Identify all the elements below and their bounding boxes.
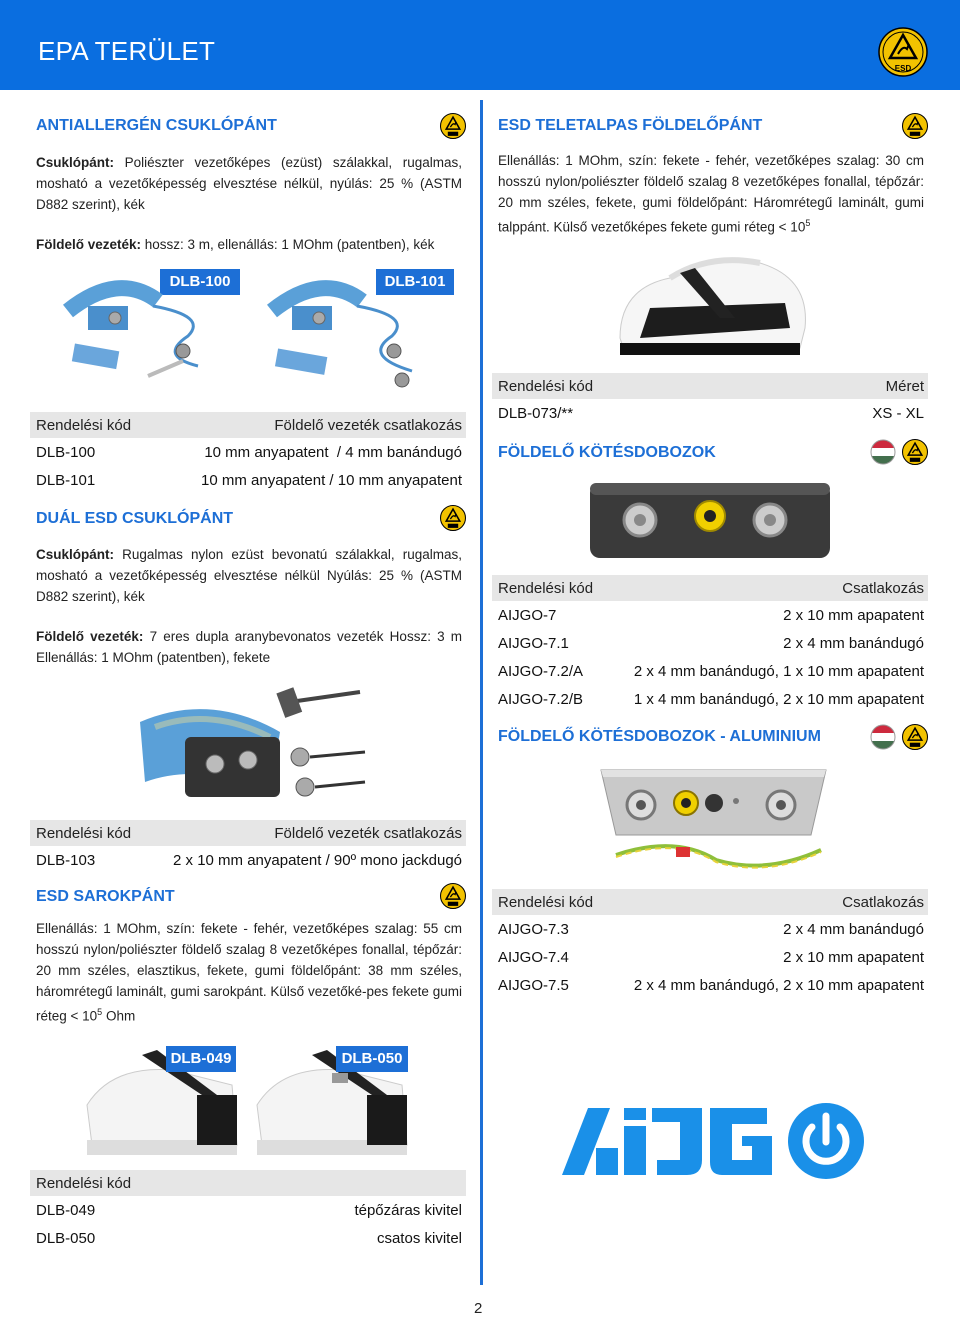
order-table [492,373,928,427]
column-header: Rendelési kód [498,378,594,395]
description: Csuklópánt: Poliészter vezetőképes (ezüst) szálakkal, rugalmas, mosható a vezetőképesség elvesztése nélkül, nyúlás: 25 % (ASTM D882 szerint), kék [36,155,462,212]
product-tag: DLB-049 [166,1046,236,1072]
section-title: ESD SAROKPÁNT [36,888,175,905]
grounding-box-image [585,478,835,563]
svg-text:ESD: ESD [894,64,912,73]
sole-grounder-image [610,248,815,363]
column-header: Rendelési kód [36,417,132,434]
table-header [30,412,466,438]
esd-warning-icon [902,724,928,750]
column-header: Földelő vezeték csatlakozás [274,825,462,842]
aluminium-grounding-box-image [596,765,831,877]
wrist-strap-image [262,276,442,401]
section-title: DUÁL ESD CSUKLÓPÁNT [36,510,234,527]
product-tag: DLB-101 [376,269,454,295]
esd-warning-icon [878,27,928,77]
table-row: AIJGO-7.1 2 x 4 mm banándugó [498,635,924,652]
table-row: AIJGO-7.5 2 x 4 mm banándugó, 2 x 10 mm apapatent [498,977,924,994]
column-header: Méret [885,378,924,395]
table-row: DLB-049 tépőzáras kivitel [36,1202,462,1219]
esd-warning-icon [440,883,466,909]
order-table [30,412,466,494]
description: Csuklópánt: Rugalmas nylon ezüst bevonatú szálakkal, rugalmas, mosható a vezetőképesség elvesztése nélkül Nyúlás: 25 % (ASTM D882 szerint), kék [36,547,462,604]
table-header [492,575,928,601]
wrist-strap-image [58,276,228,401]
section-title: ESD TELETALPAS FÖLDELŐPÁNT [498,117,763,134]
table-row: AIJGO-7.2/A 2 x 4 mm banándugó, 1 x 10 mm apapatent [498,663,924,680]
description: Ellenállás: 1 MOhm, szín: fekete - fehér, vezetőképes szalag: 55 cm hosszú nylon/poliészter földelő szalag 8 vezetőképes fonallal, tépőzár: 20 mm széles, elasztikus, fekete, gumi földelőpánt: 38 mm széles, háromrétegű laminált, gumi sarokpánt. Külső vezetőké-pes fekete gumi réteg < $10^5$ Ohm [36,921,462,1024]
esd-warning-icon [902,439,928,465]
description: Földelő vezeték: 7 eres dupla aranybevonatos vezeték Hossz: 3 m Ellenállás: 1 MOhm (patentben), fekete [36,629,462,665]
table-row: DLB-050 csatos kivitel [36,1230,462,1247]
table-header [30,1170,466,1196]
aijgo-logo [562,1100,867,1182]
table-row: AIJGO-7.4 2 x 10 mm apapatent [498,949,924,966]
order-table [30,1170,466,1252]
dual-wrist-strap-image [130,682,370,807]
esd-warning-icon [440,113,466,139]
description: Ellenállás: 1 MOhm, szín: fekete - fehér, vezetőképes szalag: 30 cm hosszú nylon/poliészter földelő szalag 8 vezetőképes fonallal, tépőzár: 20 mm széles, fekete, gumi földelőpánt: Háromrétegű laminált, gumi talppánt. Külső vezetőképes fekete gumi réteg < $10^5$ [498,153,924,235]
table-header [492,373,928,399]
column-header: Csatlakozás [842,894,924,911]
column-header: Földelő vezeték csatlakozás [274,417,462,434]
page-title: EPA TERÜLET [38,36,216,66]
order-table [492,575,928,713]
column-header: Rendelési kód [36,825,132,842]
column-divider [480,100,483,1285]
table-header [492,889,928,915]
table-row: DLB-103 2 x 10 mm anyapatent / 90º mono jackdugó [36,852,462,869]
table-row: AIJGO-7.3 2 x 4 mm banándugó [498,921,924,938]
order-table [30,820,466,874]
product-tag: DLB-100 [160,269,240,295]
section-title: ANTIALLERGÉN CSUKLÓPÁNT [36,117,277,134]
description: Földelő vezeték: hossz: 3 m, ellenállás: 1 MOhm (patentben), kék [36,237,435,252]
esd-warning-icon [440,505,466,531]
section-title: FÖLDELŐ KÖTÉSDOBOZOK - ALUMINIUM [498,728,821,745]
column-header: Rendelési kód [498,580,594,597]
page-number: 2 [474,1300,483,1317]
hungarian-flag-icon [870,724,896,750]
table-row: DLB-073/** XS - XL [498,405,924,422]
table-row: AIJGO-7 2 x 10 mm apapatent [498,607,924,624]
table-row: DLB-101 10 mm anyapatent / 10 mm anyapatent [36,472,462,489]
column-header: Rendelési kód [36,1175,132,1192]
section-title: FÖLDELŐ KÖTÉSDOBOZOK [498,444,716,461]
hungarian-flag-icon [870,439,896,465]
column-header: Rendelési kód [498,894,594,911]
table-header [30,820,466,846]
column-header: Csatlakozás [842,580,924,597]
table-row: AIJGO-7.2/B 1 x 4 mm banándugó, 2 x 10 mm apapatent [498,691,924,708]
order-table [492,889,928,999]
table-row: DLB-100 10 mm anyapatent / 4 mm banándugó [36,444,462,461]
esd-warning-icon [902,113,928,139]
product-tag: DLB-050 [336,1046,408,1072]
